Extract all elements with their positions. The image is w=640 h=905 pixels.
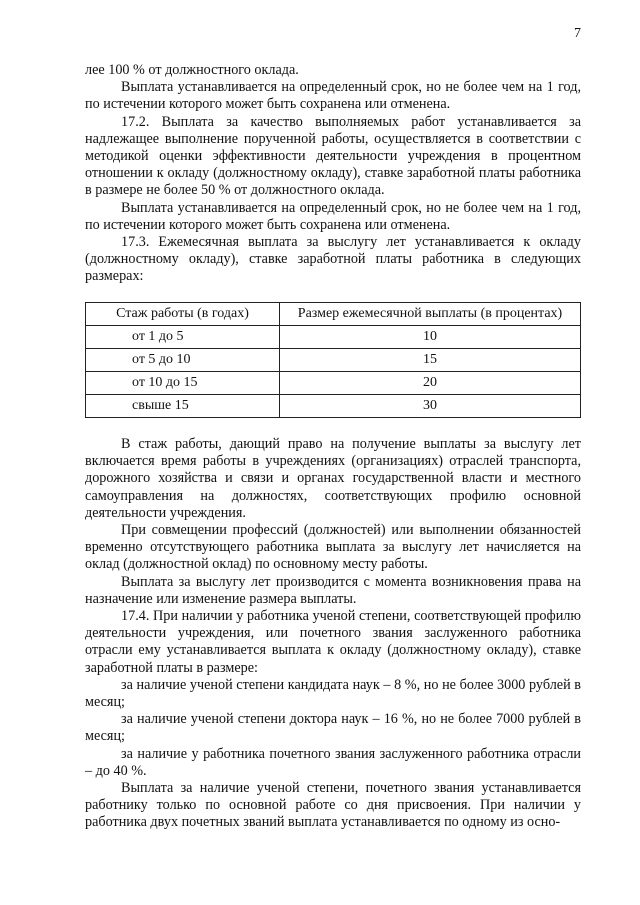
list-item: за наличие ученой степени доктора наук – 16 %, но не более 7000 рублей в месяц; — [85, 711, 581, 745]
page-number: 7 — [574, 26, 581, 41]
table-cell: от 10 до 15 — [86, 372, 280, 395]
table-cell: от 5 до 10 — [86, 349, 280, 372]
paragraph: Выплата устанавливается на определенный срок, но не более чем на 1 год, по истечении которого может быть сохранена или отменена. — [85, 199, 581, 233]
paragraph: При совмещении профессий (должностей) или выполнении обязанностей временно отсутствующего работника выплата за выслугу лет начисляется на оклад (должностной оклад) по основному месту работы. — [85, 522, 581, 573]
table-header-row — [86, 303, 581, 326]
table-row — [86, 372, 581, 395]
table-cell: 20 — [280, 372, 581, 395]
upper-text-block — [85, 62, 581, 286]
table-cell: от 1 до 5 — [86, 326, 280, 349]
table-header: Размер ежемесячной выплаты (в процентах) — [280, 303, 581, 326]
table-cell: 30 — [280, 395, 581, 418]
lower-text-block — [85, 436, 581, 832]
list-item: за наличие ученой степени кандидата наук – 8 %, но не более 3000 рублей в месяц; — [85, 676, 581, 711]
paragraph-17-4: 17.4. При наличии у работника ученой степени, соответствующей профилю деятельности учреждения, или почетного звания заслуженного работника отрасли ему устанавливается выплата к окладу (должностному окладу), ставке заработной платы в размере: — [85, 608, 581, 676]
paragraph: лее 100 % от должностного оклада. — [85, 62, 299, 78]
paragraph: Выплата за наличие ученой степени, почетного звания устанавливается работнику только по основной работе со дня присвоения. При наличии у работника двух почетных званий выплата устанавливается по одному из осно- — [85, 780, 581, 831]
table-cell: свыше 15 — [86, 395, 280, 418]
table-cell: 15 — [280, 349, 581, 372]
paragraph: В стаж работы, дающий право на получение выплаты за выслугу лет включается время работы в учреждениях (организациях) отраслей транспорта, дорожного хозяйства и связи и органах государственной власти и местного самоуправления на должностях, соответствующих профилю основной деятельности учреждения. — [85, 436, 581, 521]
table-header: Стаж работы (в годах) — [86, 303, 280, 326]
paragraph: Выплата за выслугу лет производится с момента возникновения права на назначение или изменение размера выплаты. — [85, 573, 581, 607]
paragraph-17-3: 17.3. Ежемесячная выплата за выслугу лет устанавливается к окладу (должностному окладу), ставке заработной платы работника в следующих размерах: — [85, 234, 581, 285]
table-row — [86, 349, 581, 372]
table-row — [86, 395, 581, 418]
table-row — [86, 326, 581, 349]
seniority-table — [85, 302, 581, 418]
list-item: за наличие у работника почетного звания заслуженного работника отрасли – до 40 %. — [85, 745, 581, 779]
table-cell: 10 — [280, 326, 581, 349]
paragraph-17-2: 17.2. Выплата за качество выполняемых работ устанавливается за надлежащее выполнение порученной работы, осуществляется в соответствии с методикой оценки эффективности деятельности учреждения в процентном отношении к окладу (должностному окладу), ставке заработной платы работника в размере не более 50 % от должностного оклада. — [85, 113, 581, 199]
paragraph: Выплата устанавливается на определенный срок, но не более чем на 1 год, по истечении которого может быть сохранена или отменена. — [85, 79, 581, 113]
